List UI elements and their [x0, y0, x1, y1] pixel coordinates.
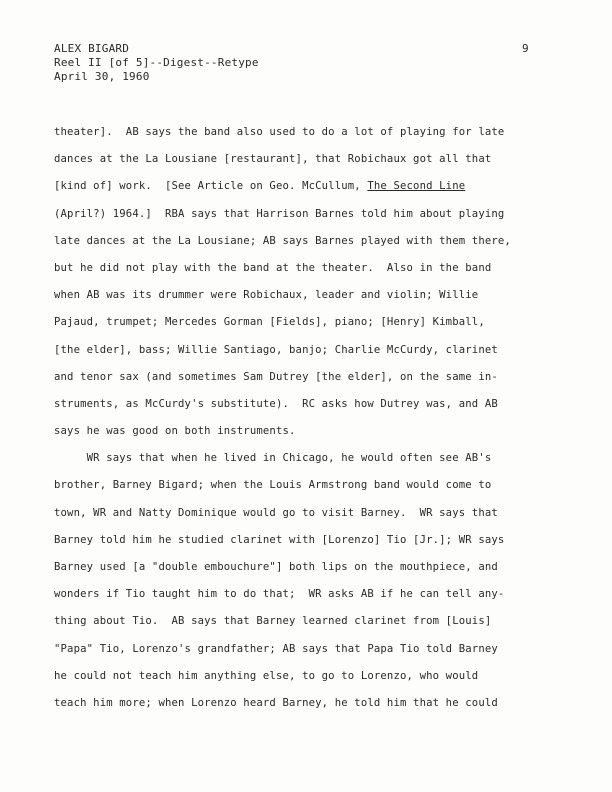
text-line: when AB was its drummer were Robichaux, leader and violin; Willie: [54, 289, 479, 302]
header-date: April 30, 1960: [54, 70, 150, 83]
body-text: [54, 125, 554, 723]
text-line: says he was good on both instruments.: [54, 425, 296, 438]
text-line: Pajaud, trumpet; Mercedes Gorman [Fields], piano; [Henry] Kimball,: [54, 316, 485, 329]
header-reel: Reel II [of 5]--Digest--Retype: [54, 56, 259, 69]
text-line: brother, Barney Bigard; when the Louis Armstrong band would come to: [54, 479, 492, 492]
text-line: he could not teach him anything else, to go to Lorenzo, who would: [54, 669, 479, 682]
text-line: struments, as McCurdy's substitute). RC asks how Dutrey was, and AB: [54, 397, 498, 410]
text-line: WR says that when he lived in Chicago, he would often see AB's: [54, 452, 492, 465]
text-line: Barney told him he studied clarinet with [Lorenzo] Tio [Jr.]; WR says: [54, 533, 505, 546]
text-line: dances at the La Lousiane [restaurant], that Robichaux got all that: [54, 153, 492, 166]
publication-title: The Second Line: [367, 180, 466, 193]
text-line: [54, 179, 554, 206]
text-line: but he did not play with the band at the theater. Also in the band: [54, 261, 492, 274]
text-line-prefix: [kind of] work. [See Article on Geo. McCullum,: [54, 180, 368, 193]
page-number: 9: [522, 42, 529, 55]
text-line: Barney used [a "double embouchure"] both lips on the mouthpiece, and: [54, 561, 498, 573]
text-line: (April?) 1964.] RBA says that Harrison Barnes told him about playing: [54, 207, 505, 220]
document-header: [54, 42, 259, 84]
text-line: [the elder], bass; Willie Santiago, banjo; Charlie McCurdy, clarinet: [54, 343, 498, 356]
text-line: "Papa" Tio, Lorenzo's grandfather; AB says that Papa Tio told Barney: [54, 642, 498, 655]
text-line: and tenor sax (and sometimes Sam Dutrey [the elder], on the same in-: [54, 370, 498, 383]
text-line: late dances at the La Lousiane; AB says Barnes played with them there,: [54, 234, 511, 247]
text-line: theater]. AB says the band also used to do a lot of playing for late: [54, 126, 505, 138]
header-name: ALEX BIGARD: [54, 42, 130, 55]
text-line: thing about Tio. AB says that Barney learned clarinet from [Louis]: [54, 615, 492, 628]
text-line: wonders if Tio taught him to do that; WR asks AB if he can tell any-: [54, 588, 505, 601]
text-line: town, WR and Natty Dominique would go to visit Barney. WR says that: [54, 506, 498, 519]
text-line: teach him more; when Lorenzo heard Barney, he told him that he could: [54, 696, 498, 709]
